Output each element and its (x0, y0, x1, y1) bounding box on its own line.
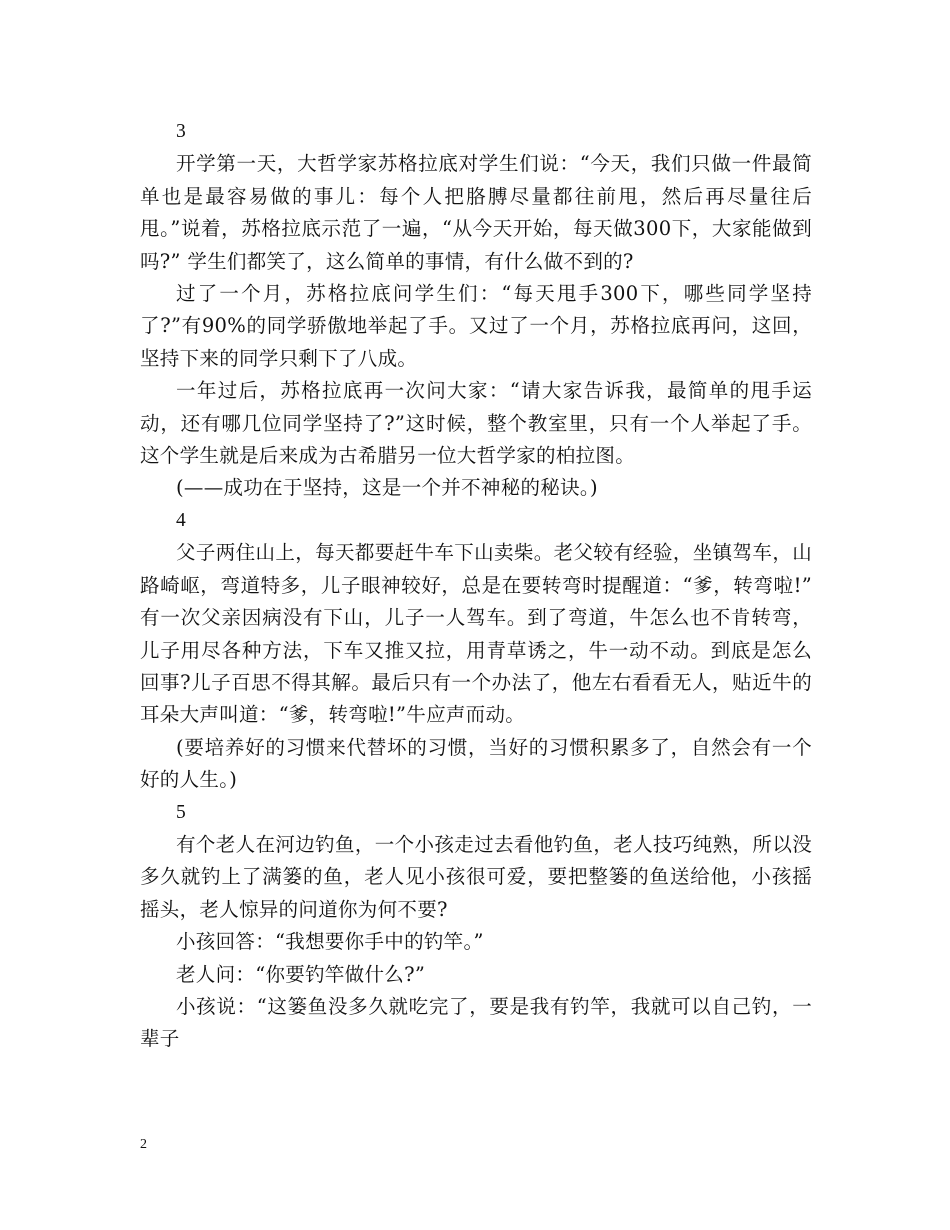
paragraph-socrates-year: 一年过后，苏格拉底再一次问大家：“请大家告诉我，最简单的甩手运动，还有哪几位同学坚持了?”这时候，整个教室里，只有一个人举起了手。这个学生就是后来成为古希腊另一位大哲学家的柏拉图。 (140, 379, 812, 468)
paragraph-socrates-month: 过了一个月，苏格拉底问学生们：“每天甩手300下，哪些同学坚持了?”有90%的同学骄傲地举起了手。又过了一个月，苏格拉底再问，这回，坚持下来的同学只剩下了八成。 (140, 282, 812, 370)
paragraph-child-explains: 小孩说：“这篓鱼没多久就吃完了，要是我有钓竿，我就可以自己钓，一辈子 (140, 994, 812, 1051)
page-number: 2 (140, 1137, 147, 1152)
paragraph-socrates-intro: 开学第一天，大哲学家苏格拉底对学生们说：“今天，我们只做一件最简单也是最容易做的事儿：每个人把胳膊尽量都往前甩，然后再尽量往后甩。”说着，苏格拉底示范了一遍，“从今天开始，每天做300下，大家能做到吗?” 学生们都笑了，这么简单的事情，有什么做不到的? (140, 152, 812, 273)
paragraph-moral-persistence: (——成功在于坚持，这是一个并不神秘的秘诀。) (176, 476, 598, 500)
paragraph-father-son-ox: 父子两住山上，每天都要赶牛车下山卖柴。老父较有经验，坐镇驾车，山路崎岖，弯道特多，儿子眼神较好，总是在要转弯时提醒道：“爹，转弯啦!” 有一次父亲因病没有下山，儿子一人驾车。到了弯道，牛怎么也不肯转弯，儿子用尽各种方法，下车又推又拉，用青草诱之，牛一动不动。到底是怎么回事?儿子百思不得其解。最后只有一个办法了，他左右看看无人，贴近牛的耳朵大声叫道：“爹，转弯啦!”牛应声而动。 (140, 541, 812, 727)
document-body (140, 116, 812, 1056)
paragraph-old-man-question: 老人问：“你要钓竿做什么?” (176, 962, 426, 986)
paragraph-child-answer: 小孩回答：“我想要你手中的钓竿。” (176, 930, 484, 954)
paragraph-old-man-fishing: 有个老人在河边钓鱼，一个小孩走过去看他钓鱼，老人技巧纯熟，所以没多久就钓上了满篓的鱼，老人见小孩很可爱，要把整篓的鱼送给他，小孩摇摇头，老人惊异的问道你为何不要? (140, 832, 812, 921)
section-number-3: 3 (176, 121, 187, 142)
section-number-4: 4 (176, 509, 187, 531)
paragraph-moral-habits: (要培养好的习惯来代替坏的习惯，当好的习惯积累多了，自然会有一个好的人生。) (140, 735, 812, 792)
section-number-5: 5 (176, 801, 187, 823)
